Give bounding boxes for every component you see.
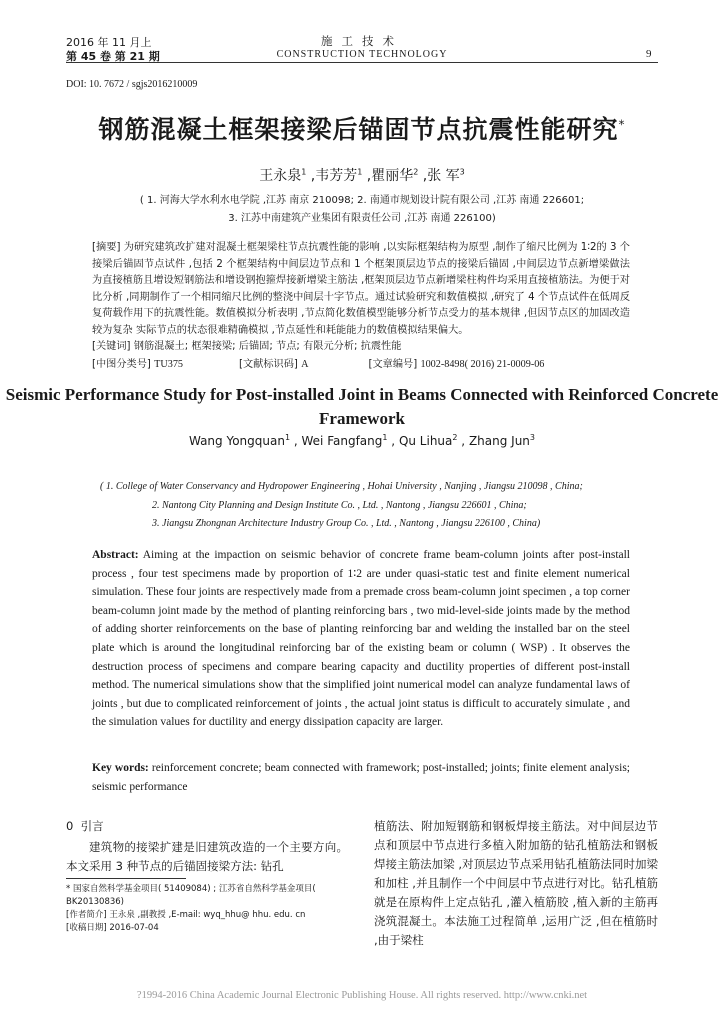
keywords-en bbox=[92, 759, 630, 796]
author-sup: 2 bbox=[413, 167, 419, 177]
affiliation-cn: ( 1. 河海大学水利水电学院 ,江苏 南京 210098; 2. 南通市规划设计院有限公司 ,江苏 南通 226601; bbox=[139, 195, 585, 206]
affiliation-cn: 3. 江苏中南建筑产业集团有限责任公司 ,江苏 南通 226100) bbox=[228, 213, 496, 224]
footnote-divider bbox=[66, 878, 186, 879]
body-left-text: 建筑物的接梁扩建是旧建筑改造的一个主要方向。本文采用 3 种节点的后锚固接梁方法: 钻孔 bbox=[66, 840, 348, 873]
body-left-column bbox=[66, 817, 348, 876]
affiliation-en: 3. Jiangsu Zhongnan Architecture Industry Group Co. , Ltd. , Nantong , Jiangsu 226100 , China) bbox=[152, 518, 541, 529]
footnotes bbox=[66, 883, 356, 935]
header-journal-cn: 施工技术 bbox=[321, 34, 403, 48]
footnote-author: [作者简介] 王永泉 ,副教授 ,E-mail: wyq_hhu@ hhu. edu. cn bbox=[66, 910, 306, 920]
author-sup: 3 bbox=[459, 167, 465, 177]
title-cn-text: 钢筋混凝土框架接梁后锚固节点抗震性能研究 bbox=[98, 115, 619, 144]
author-sup: 1 bbox=[284, 433, 291, 442]
copyright-footer: ?1994-2016 China Academic Journal Electronic Publishing House. All rights reserved. http://www.cnki.net bbox=[136, 990, 588, 1001]
classification-row bbox=[92, 355, 544, 370]
footnote-funding: * 国家自然科学基金项目( 51409084) ; 江苏省自然科学基金项目( BK20130836) bbox=[66, 884, 316, 907]
title-en: Seismic Performance Study for Post-installed Joint in Beams Connected with Reinforced Concrete Framework bbox=[5, 385, 719, 428]
doi: DOI: 10. 7672 / sgjs2016210009 bbox=[66, 79, 198, 90]
abstract-en bbox=[92, 546, 630, 732]
header-volume: 第 45 卷 第 21 期 bbox=[66, 50, 160, 63]
doc-code-value: A bbox=[301, 359, 309, 370]
author-sup: 3 bbox=[529, 433, 535, 442]
author-en: Wei Fangfang bbox=[301, 434, 383, 448]
clc-value: TU375 bbox=[154, 359, 184, 370]
body-right-column: 植筋法、附加短钢筋和钢板焊接主筋法。对中间层边节点和顶层中节点进行多植入附加筋的钻孔植筋法和钢板焊接主筋法加梁 ,对顶层边节点采用钻孔植筋法同时加梁和加柱 ,并且制作一个中间层中节点进行对比。钻孔植筋就是在原构件上定点钻孔 ,灌入植筋胶 ,植入新的主筋再浇筑混凝土。本法施工过程简单 ,运用广泛 ,但在植筋时 ,由于梁柱 bbox=[374, 819, 658, 947]
authors-en: Wang Yongquan$^1$ , Wei Fangfang$^1$ , Qu Lihua$^2$ , Zhang Jun$^3$ bbox=[188, 433, 535, 448]
title-footnote-mark: * bbox=[618, 117, 626, 132]
author-sup: 1 bbox=[357, 167, 363, 177]
abstract-cn-text: 为研究建筑改扩建对混凝土框架梁柱节点抗震性能的影响 ,以实际框架结构为原型 ,制作了缩尺比例为 1∶2的 3 个接梁后锚固节点试件 ,包括 2 个框架结构中间层边节点和 1 个框架顶层边节点的接梁后锚固 ,中间层边节点新增梁做法为直接植筋且增设短钢筋法和增设钢抱箍焊接新增梁主筋法 ,框架顶层边节点新增梁柱构件均采用直接植筋法。为便于对比分析 ,同期制作了一个相同缩尺比例的整浇中间层十字节点。通过试验研究和数值模拟 ,研究了 4 个节点试件在低周反复荷载作用下的抗震性能。数值模拟分析表明 ,节点简化数值模型能够分析节点受力的基本规律 ,但因节点区的加固改造较为复杂 实际节点的状态很难精确模拟 ,节点延性和耗能能力的数值模拟结果偏大。 bbox=[92, 242, 630, 336]
affiliation-en: 2. Nantong City Planning and Design Institute Co. , Ltd. , Nantong , Jiangsu 226601 , China; bbox=[152, 500, 527, 511]
author-en: Qu Lihua bbox=[398, 434, 453, 448]
title-cn bbox=[0, 110, 724, 146]
keywords-cn-text: 钢筋混凝土; 框架接梁; 后锚固; 节点; 有限元分析; 抗震性能 bbox=[133, 341, 402, 352]
doc-code-label: [文献标识码] bbox=[239, 359, 298, 370]
article-no-value: 1002-8498( 2016) 21-0009-06 bbox=[420, 359, 545, 370]
keywords-cn bbox=[92, 337, 401, 352]
abstract-cn bbox=[92, 240, 630, 340]
abstract-cn-label: [摘要] bbox=[92, 242, 121, 253]
article-no-label: [文章编号] bbox=[368, 359, 418, 370]
author-sup: 2 bbox=[452, 433, 458, 442]
keywords-en-label: Key words: bbox=[92, 762, 149, 774]
authors-cn: 王永泉$^1$ ,韦芳芳$^1$ ,瞿丽华$^2$ ,张 军$^3$ bbox=[259, 167, 465, 184]
author-sup: 1 bbox=[382, 433, 388, 442]
keywords-en-text: reinforcement concrete; beam connected with framework; post-installed; joints; finite element analysis; seismic performance bbox=[92, 762, 630, 793]
footnote-received: [收稿日期] 2016-07-04 bbox=[66, 923, 159, 933]
header-date: 2016 年 11 月上 bbox=[66, 36, 152, 49]
author-en: Wang Yongquan bbox=[188, 434, 285, 448]
author-cn: 韦芳芳 bbox=[315, 168, 358, 184]
author-cn: 王永泉 bbox=[259, 168, 302, 184]
section-heading bbox=[66, 817, 348, 836]
keywords-cn-label: [关键词] bbox=[92, 341, 131, 352]
author-en: Zhang Jun bbox=[468, 434, 530, 448]
abstract-en-label: Abstract: bbox=[92, 549, 139, 561]
author-cn: 瞿丽华 bbox=[371, 168, 414, 184]
abstract-en-text: Aiming at the impaction on seismic behavior of concrete frame beam-column joints after post-install process , four test specimens made by proportion of 1∶2 are under quasi-static test and finite element numerical simulation. These four joints are respectively made from a premade cross beam-column joint specimen , a top corner beam-column joint made by the method of planting reinforcing bars , two mid-level-side joints made by the method of adding shorter reinforcements on the base of planting reinforcing bar and welding the installed bar on the steel plate which is around the longitudinal reinforcing bar of the existing beam or column ( WSP) . It observes the destruction process of specimens and compare bearing capacity and ductility properties of different post-install method. The numerical simulations show that the simplified joint numerical model can analyze fundamental laws of joints , but due to complicated reinforcement of joints , the actual joint status is difficult to accurately simulate , and the simulation values for ductility and energy dissipation capacity are larger. bbox=[92, 549, 631, 729]
section-number: 0 bbox=[66, 819, 74, 833]
author-sup: 1 bbox=[301, 167, 307, 177]
clc-label: [中图分类号] bbox=[92, 359, 151, 370]
section-title: 引言 bbox=[80, 819, 104, 833]
header-page-number: 9 bbox=[646, 48, 652, 60]
author-cn: 张 军 bbox=[427, 168, 460, 184]
header-divider bbox=[66, 62, 658, 63]
affiliation-en: ( 1. College of Water Conservancy and Hydropower Engineering , Hohai University , Nanjing , Jiangsu 210098 , China; bbox=[100, 481, 583, 492]
header-journal-en: CONSTRUCTION TECHNOLOGY bbox=[276, 49, 448, 60]
